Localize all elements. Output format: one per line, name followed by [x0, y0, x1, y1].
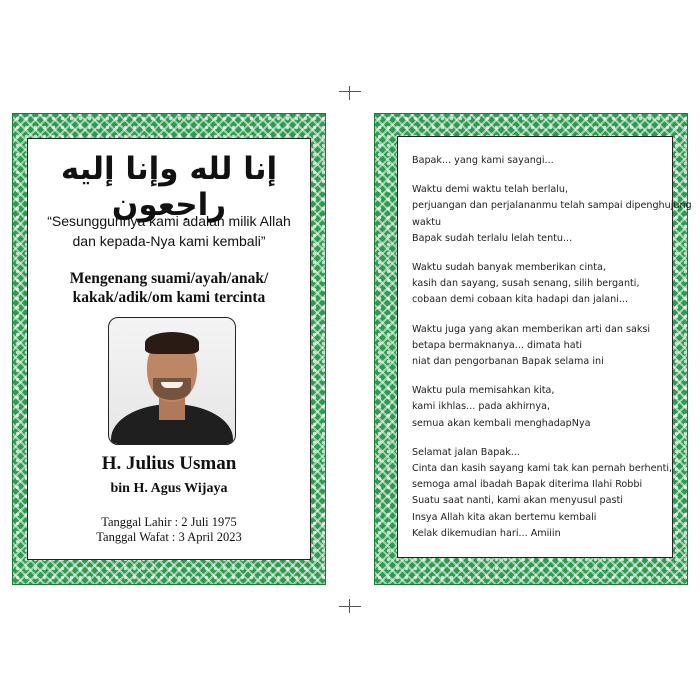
poem-stanza [412, 182, 692, 247]
life-dates [28, 515, 310, 545]
card-back-panel [397, 136, 692, 558]
poem-line: Insya Allah kita akan bertemu kembali [412, 511, 597, 523]
crop-mark-top-horizontal [339, 91, 361, 92]
crop-mark-top-vertical [349, 86, 350, 100]
poem-line: niat dan pengorbanan Bapak selama ini [412, 356, 604, 368]
memorial-card-back [374, 113, 692, 585]
birth-date: Tanggal Lahir : 2 Juli 1975 [101, 515, 237, 529]
card-front-panel [27, 138, 311, 560]
poem-line: semoga amal ibadah Bapak diterima Ilahi Robbi [412, 479, 643, 491]
memorial-line-2: kakak/adik/om kami tercinta [72, 289, 266, 306]
poem-stanza [412, 322, 664, 371]
poem-line: cobaan demi cobaan kita hadapi dan jalani... [412, 294, 629, 306]
death-date: Tanggal Wafat : 3 April 2023 [96, 530, 242, 544]
poem-line: Bapak sudah terlalu lelah tentu... [412, 232, 573, 244]
poem-line: kasih dan sayang, susah senang, silih berganti, [412, 278, 640, 290]
deceased-name: H. Julius Usman [101, 453, 237, 474]
translation-line-2: dan kepada-Nya kami kembali” [72, 233, 266, 249]
poem-line: Cinta dan kasih sayang kami tak kan pernah berhenti, [412, 463, 673, 475]
poem-line: Waktu pula memisahkan kita, [412, 385, 555, 397]
deceased-portrait-photo [108, 317, 236, 445]
poem-line: waktu [412, 216, 442, 228]
poem-line: semua akan kembali menghadapNya [412, 417, 591, 429]
memorial-card-front [12, 113, 326, 585]
memorial-line-1: Mengenang suami/ayah/anak/ [69, 270, 269, 287]
portrait-smile [161, 382, 183, 388]
poem-line: Kelak dikemudian hari... Amiiin [412, 527, 561, 539]
poem-line: Waktu juga yang akan memberikan arti dan saksi [412, 323, 651, 335]
poem-line: kami ikhlas... pada akhirnya, [412, 401, 550, 413]
arabic-calligraphy: إنا لله وإنا إليه راجعون [60, 151, 278, 223]
poem-stanza [412, 445, 673, 542]
poem-line: Waktu sudah banyak memberikan cinta, [412, 262, 606, 274]
memorial-poem [412, 153, 692, 555]
translation-line-1: “Sesungguhnya kami adalah milik Allah [47, 213, 291, 229]
poem-line: betapa bermaknanya... dimata hati [412, 339, 583, 351]
poem-line: Bapak... yang kami sayangi... [412, 155, 554, 166]
portrait-hair [145, 332, 199, 354]
memorial-heading [28, 269, 310, 307]
poem-stanza [412, 260, 664, 309]
deceased-lineage: bin H. Agus Wijaya [110, 481, 228, 496]
verse-translation [28, 211, 310, 251]
crop-mark-bottom-horizontal [339, 606, 361, 607]
poem-line: Suatu saat nanti, kami akan menyusul pasti [412, 495, 623, 507]
poem-stanza [412, 153, 664, 169]
poem-line: Waktu demi waktu telah berlalu, [412, 184, 569, 196]
poem-stanza [412, 383, 664, 432]
poem-line: perjuangan dan perjalananmu telah sampai dipenghujung [412, 200, 692, 212]
crop-mark-bottom-vertical [349, 599, 350, 613]
poem-line: Selamat jalan Bapak... [412, 446, 520, 458]
